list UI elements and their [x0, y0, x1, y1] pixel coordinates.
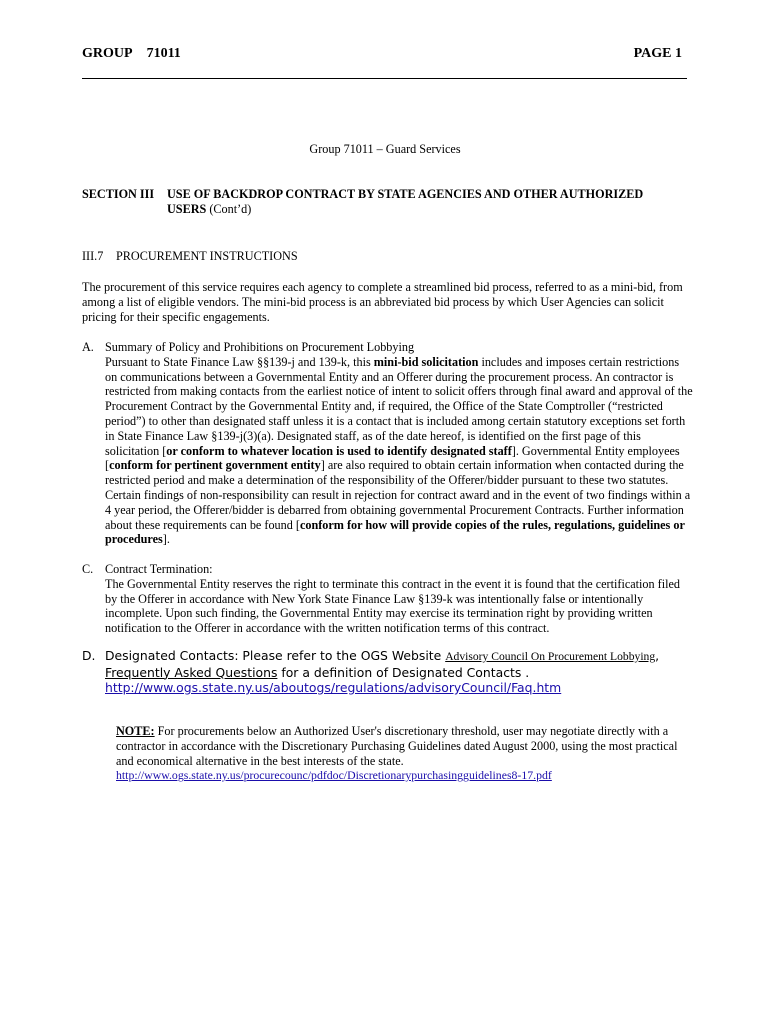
- item-a-t2: includes and imposes certain restrictions on communications between a Governmental Entity and an Offerer during the procurement process. An contractor is restricted from making contacts from the earliest notice of intent to solicit offers through final award and approval of the Procurement Contract by the Governmental Entity and, if required, the Office of the State Comptroller (“restricted period”) to other than designated staff unless it is a contact that is included among certain statutory exceptions set forth in State Finance Law §139-j(3)(a). Designated staff, as of the date hereof, is identified on the first page of this solicitation [: [105, 354, 693, 458]
- note-label: NOTE:: [116, 724, 155, 738]
- note-block: [116, 724, 696, 783]
- item-c: [82, 562, 694, 636]
- item-a-t5: ].: [162, 532, 170, 547]
- item-a: [82, 340, 694, 547]
- header-divider: [82, 78, 687, 79]
- document-title: Group 71011 – Guard Services: [309, 142, 461, 156]
- section-title-contd: (Cont’d): [206, 201, 252, 216]
- item-a-t1: Pursuant to State Finance Law §§139-j and 139-k, this: [105, 354, 374, 369]
- subsection-title: PROCUREMENT INSTRUCTIONS: [116, 249, 298, 263]
- item-c-heading: Contract Termination:: [105, 562, 213, 576]
- item-d-sep: ,: [655, 648, 660, 663]
- subsection-heading: [82, 249, 298, 264]
- header-group: [82, 46, 181, 62]
- item-a-heading: Summary of Policy and Prohibitions on Procurement Lobbying: [105, 340, 415, 354]
- item-a-letter: A.: [82, 340, 94, 354]
- item-a-t4: ] are also required to obtain certain information when contacted during the restricted period and make a determination of the responsibility of the Offerer/bidder pursuant to these two statutes. Certain findings of non-responsibility can result in rejection for contract award and in the event of two findings within a 4 year period, the Offerer/bidder is debarred from obtaining governmental Procurement Contracts. Further information about these requirements can be found [: [105, 458, 691, 532]
- group-label: GROUP: [82, 46, 133, 61]
- item-a-t3: ]. Governmental Entity employees [: [105, 443, 680, 473]
- page-number: PAGE 1: [633, 46, 682, 61]
- faq-url-link[interactable]: http://www.ogs.state.ny.us/aboutogs/regulations/advisoryCouncil/Faq.htm: [105, 680, 562, 695]
- section-title-users: USERS: [167, 201, 207, 216]
- discretionary-guidelines-link[interactable]: http://www.ogs.state.ny.us/procurecounc/pdfdoc/Discretionarypurchasingguidelines8-17.pdf: [116, 768, 552, 783]
- item-c-text: The Governmental Entity reserves the right to terminate this contract in the event it is found that the certification filed by the Offerer in accordance with New York State Finance Law §139-k was intentionally false or intentionally incomplete. Upon such finding, the Governmental Entity may exercise its termination right by providing written notification to the Offerer in accordance with the written notification terms of this contract.: [105, 576, 680, 636]
- item-a-b1: mini-bid solicitation: [373, 354, 479, 369]
- subsection-number: III.7: [82, 249, 104, 263]
- section-heading: [82, 187, 692, 217]
- faq-link[interactable]: Frequently Asked Questions: [105, 664, 278, 680]
- section-label: SECTION III: [82, 187, 155, 201]
- item-a-b3: conform for pertinent government entity: [109, 458, 321, 473]
- note-text: For procurements below an Authorized User's discretionary threshold, user may negotiate directly with a contractor in accordance with the Discretionary Purchasing Guidelines dated August 2000, using the most practical and economical alternative in the best interests of the state.: [116, 724, 678, 768]
- group-number: 71011: [146, 46, 181, 61]
- item-a-b4: conform for how will provide copies of the rules, regulations, guidelines or procedures: [105, 517, 685, 547]
- intro-paragraph: The procurement of this service requires each agency to complete a streamlined bid process, referred to as a mini-bid, from among a list of eligible vendors. The mini-bid process is an abbreviated bid process by which User Agencies can solicit pricing for their specific engagements.: [82, 280, 683, 324]
- item-c-letter: C.: [82, 562, 94, 576]
- item-d-text2: for a definition of Designated Contacts .: [277, 664, 530, 680]
- item-a-b2: or conform to whatever location is used to identify designated staff: [166, 443, 512, 458]
- item-d-text1: Designated Contacts: Please refer to the OGS Website: [105, 648, 446, 663]
- item-a-text: [105, 355, 694, 547]
- section-title-line1: USE OF BACKDROP CONTRACT BY STATE AGENCIES AND OTHER AUTHORIZED: [167, 187, 644, 201]
- advisory-council-link[interactable]: Advisory Council On Procurement Lobbying: [445, 650, 656, 663]
- item-d: [82, 648, 702, 696]
- item-d-letter: D.: [82, 648, 96, 663]
